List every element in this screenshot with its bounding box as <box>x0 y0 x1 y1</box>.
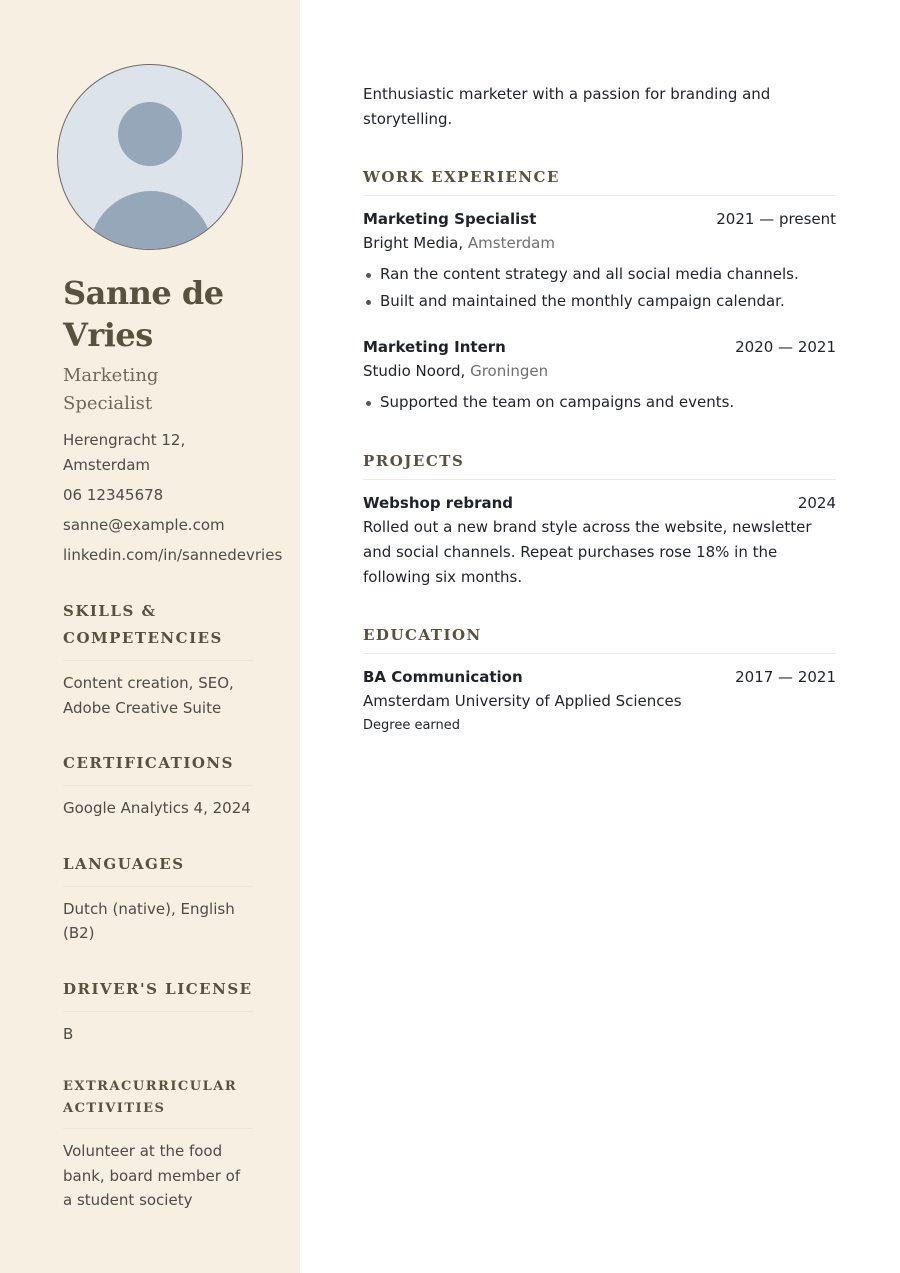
profile-summary: Enthusiastic marketer with a passion for branding and storytelling. <box>363 85 771 128</box>
job-dates: 2020 — 2021 <box>735 338 836 356</box>
project-date: 2024 <box>797 494 836 512</box>
job-location: Groningen <box>470 362 549 380</box>
contact-phone: 06 12345678 <box>63 486 164 504</box>
work-entry <box>363 207 836 315</box>
job-separator: , <box>460 362 471 380</box>
contact-details <box>63 428 283 568</box>
skills-text: Content creation, SEO, Adobe Creative Suite <box>63 674 234 717</box>
skills-section <box>63 598 253 720</box>
project-description: Rolled out a new brand style across the website, newsletter and social channels. Repeat purchases rose 18% in the following six months. <box>363 518 812 586</box>
certifications-heading: CERTIFICATIONS <box>63 750 253 786</box>
job-bullet: Built and maintained the monthly campaign calendar. <box>363 288 836 315</box>
project-entry <box>363 491 836 590</box>
job-company-line <box>363 231 836 255</box>
extracurricular-text: Volunteer at the food bank, board member of a student society <box>63 1142 241 1209</box>
candidate-name: Sanne de Vries <box>63 274 224 354</box>
job-bullet: Ran the content strategy and all social media channels. <box>363 261 836 288</box>
education-heading: EDUCATION <box>363 626 836 654</box>
extracurricular-section <box>63 1076 253 1213</box>
skills-heading: SKILLS & COMPETENCIES <box>63 598 253 661</box>
education-section <box>363 626 836 738</box>
candidate-role: Marketing Specialist <box>63 365 159 414</box>
job-dates: 2021 — present <box>716 210 836 228</box>
job-location: Amsterdam <box>467 234 555 252</box>
project-title: Webshop rebrand <box>363 494 514 512</box>
job-company: Bright Media <box>363 234 459 252</box>
license-text: B <box>63 1024 74 1043</box>
main-content <box>363 82 836 738</box>
degree-title: BA Communication <box>363 668 523 686</box>
avatar <box>57 64 243 250</box>
languages-text: Dutch (native), English (B2) <box>63 899 235 942</box>
sidebar <box>0 0 300 1273</box>
contact-linkedin: linkedin.com/in/sannedevries <box>63 546 283 564</box>
job-bullet: Supported the team on campaigns and events. <box>363 389 836 416</box>
contact-address: Herengracht 12, Amsterdam <box>63 431 186 474</box>
degree-note: Degree earned <box>363 718 461 733</box>
job-title: Marketing Specialist <box>363 210 537 228</box>
work-experience-section <box>363 168 836 416</box>
job-title: Marketing Intern <box>363 338 506 356</box>
license-section <box>63 976 253 1047</box>
certifications-section <box>63 750 253 821</box>
certifications-text: Google Analytics 4, 2024 <box>63 799 251 817</box>
languages-section <box>63 851 253 946</box>
job-separator: , <box>458 234 468 252</box>
school-name: Amsterdam University of Applied Sciences <box>363 692 682 710</box>
sidebar-content <box>63 272 283 1213</box>
avatar-head-icon <box>118 102 182 166</box>
job-bullets <box>363 261 836 315</box>
work-experience-heading: WORK EXPERIENCE <box>363 168 836 196</box>
extracurricular-heading: EXTRACURRICULAR ACTIVITIES <box>63 1076 253 1129</box>
job-company: Studio Noord <box>363 362 461 380</box>
projects-heading: PROJECTS <box>363 452 836 480</box>
degree-dates: 2017 — 2021 <box>735 668 836 686</box>
avatar-body-icon <box>89 191 213 250</box>
languages-heading: LANGUAGES <box>63 851 253 887</box>
education-entry <box>363 665 836 738</box>
work-entry <box>363 335 836 416</box>
license-heading: DRIVER'S LICENSE <box>63 976 253 1012</box>
job-bullets <box>363 389 836 416</box>
contact-email: sanne@example.com <box>63 516 225 534</box>
job-company-line <box>363 359 836 383</box>
projects-section <box>363 452 836 590</box>
